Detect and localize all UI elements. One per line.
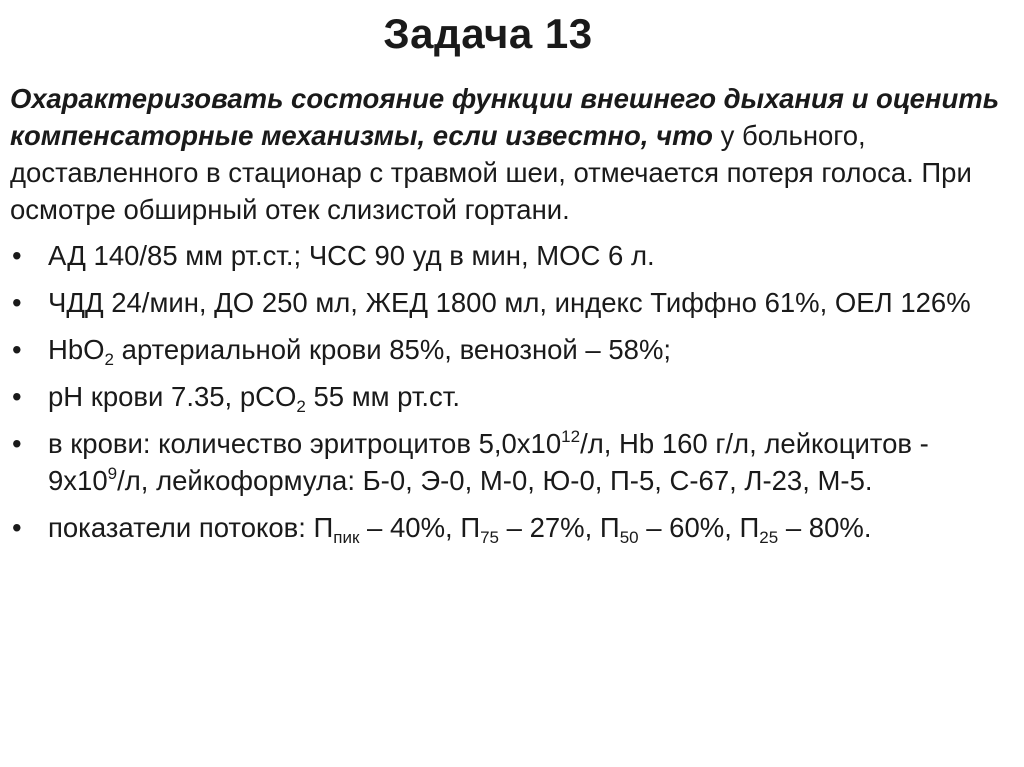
bullet-icon: •	[12, 287, 22, 318]
bullet-icon: •	[12, 240, 22, 271]
item-text: в крови: количество эритроцитов 5,0х10	[48, 428, 562, 459]
list-item-blood-gases	[10, 378, 1000, 415]
item-text: АД 140/85 мм рт.ст.; ЧСС 90 уд в мин, МОС 6 л.	[48, 240, 655, 271]
item-text: /л, лейкоформула: Б-0, Э-0, М-0, Ю-0, П-5, С-67, Л-23, М-5.	[117, 465, 873, 496]
task-content	[10, 80, 1000, 556]
bullet-icon: •	[12, 428, 22, 459]
task-intro	[10, 80, 1000, 228]
list-item-hbo2	[10, 331, 1000, 368]
item-subscript: 50	[619, 528, 639, 547]
item-text: /л, Hb 160 г/л, лейкоцитов - 9х10	[48, 428, 929, 496]
item-subscript: 75	[480, 528, 500, 547]
list-item-hemodynamics	[10, 237, 1000, 274]
task-intro-rest: у больного, доставленного в стационар с травмой шеи, отмечается потеря голоса. При осмотре обширный отек слизистой гортани.	[10, 120, 972, 225]
item-subscript: 25	[759, 528, 779, 547]
item-text: HbO	[48, 334, 105, 365]
list-item-flow-rates	[10, 509, 1000, 546]
page-title: Задача 13	[383, 10, 593, 57]
bullet-icon: •	[12, 381, 22, 412]
item-subscript: 2	[296, 397, 306, 416]
item-text: показатели потоков: П	[48, 512, 334, 543]
item-text: – 80%.	[778, 512, 872, 543]
bullet-icon: •	[12, 512, 22, 543]
task-lead: Охарактеризовать состояние функции внешнего дыхания и оценить компенсаторные механизмы, если известно, что	[10, 83, 1000, 151]
list-item-respiration	[10, 284, 1000, 321]
findings-list	[10, 237, 1000, 546]
item-superscript: 12	[561, 427, 581, 446]
item-text: – 40%, П	[359, 512, 481, 543]
item-text: – 60%, П	[638, 512, 760, 543]
item-subscript: пик	[333, 528, 360, 547]
list-item-blood-count	[10, 425, 1000, 499]
item-text: ЧДД 24/мин, ДО 250 мл, ЖЕД 1800 мл, индекс Тиффно 61%, ОЕЛ 126%	[48, 287, 971, 318]
item-text: артериальной крови 85%, венозной – 58%;	[114, 334, 672, 365]
bullet-icon: •	[12, 334, 22, 365]
item-text: – 27%, П	[499, 512, 620, 543]
item-superscript: 9	[107, 464, 118, 483]
item-text: pH крови 7.35, pCO	[48, 381, 297, 412]
item-text: 55 мм рт.ст.	[305, 381, 460, 412]
item-subscript: 2	[104, 350, 115, 369]
